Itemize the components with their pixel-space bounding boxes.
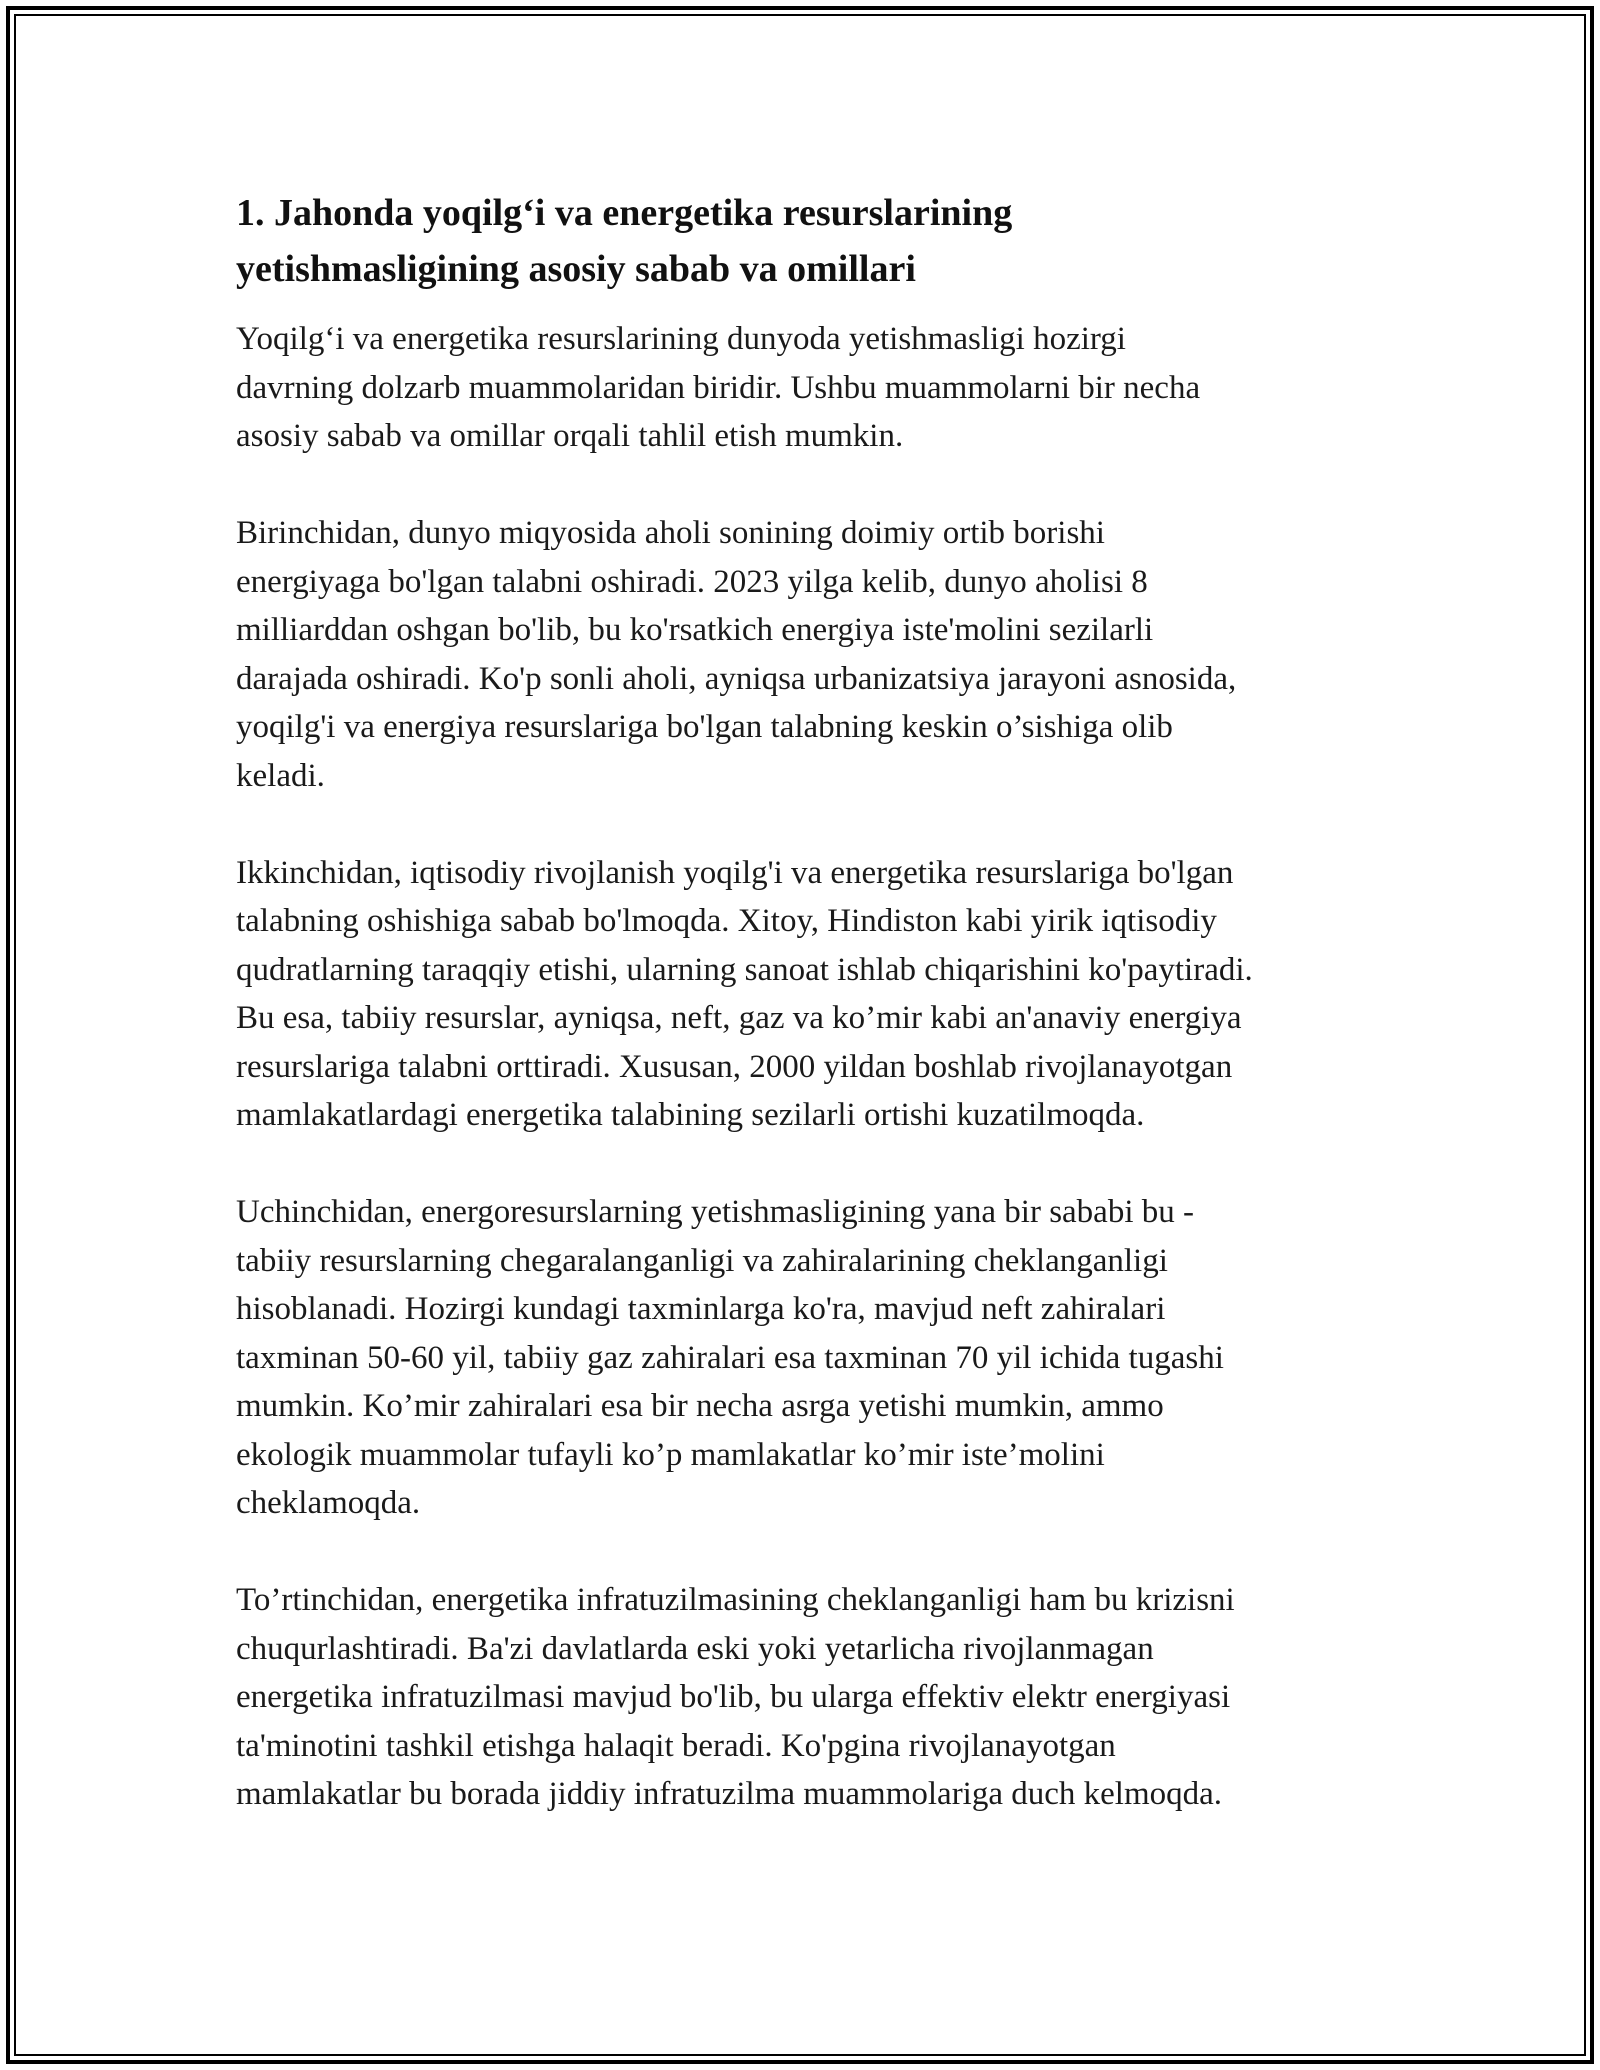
text-line: davrning dolzarb muammolaridan biridir. Ushbu muammolarni bir necha [236,369,1201,406]
text-line: qudratlarning taraqqiy etishi, ularning sanoat ishlab chiqarishini ko'paytiradi. [236,951,1253,988]
document-body [236,185,1376,1819]
text-line: ekologik muammolar tufayli ko’p mamlakatlar ko’mir iste’molini [236,1436,1105,1473]
text-line: yoqilg'i va energiya resurslariga bo'lgan talabning keskin o’sishiga olib [236,709,1173,745]
text-line: talabning oshishiga sabab bo'lmoqda. Xitoy, Hindiston kabi yirik iqtisodiy [236,903,1217,939]
text-line: keladi. [236,757,325,794]
text-line: asosiy sabab va omillar orqali tahlil etish mumkin. [236,418,904,454]
text-line: tabiiy resurslarning chegaralanganligi va zahiralarining cheklanganligi [236,1242,1168,1279]
text-line: energiyaga bo'lgan talabni oshiradi. 2023 yilga kelib, dunyo aholisi 8 [236,563,1148,600]
text-line: mumkin. Ko’mir zahiralari esa bir necha asrga yetishi mumkin, ammo [236,1388,1164,1424]
text-line: darajada oshiradi. Ko'p sonli aholi, ayniqsa urbanizatsiya jarayoni asnosida, [236,660,1237,697]
text-line: Bu esa, tabiiy resurslar, ayniqsa, neft, gaz va ko’mir kabi an'anaviy energiya [236,1000,1242,1036]
text-line: Uchinchidan, energoresurslarning yetishmasligining yana bir sababi bu - [236,1194,1194,1230]
paragraph-third-reason [236,1188,1376,1528]
text-line: taxminan 50-60 yil, tabiiy gaz zahiralari esa taxminan 70 yil ichida tugashi [236,1339,1224,1376]
paragraph-fourth-reason [236,1576,1376,1819]
text-line: hisoblanadi. Hozirgi kundagi taxminlarga ko'ra, mavjud neft zahiralari [236,1291,1166,1327]
paragraph-intro [236,315,1376,461]
text-line: cheklamoqda. [236,1485,421,1521]
text-line: Yoqilg‘i va energetika resurslarining dunyoda yetishmasligi hozirgi [236,321,1126,357]
text-line: Birinchidan, dunyo miqyosida aholi sonining doimiy ortib borishi [236,515,1105,551]
text-line: energetika infratuzilmasi mavjud bo'lib, bu ularga effektiv elektr energiyasi [236,1679,1231,1715]
text-line: ta'minotini tashkil etishga halaqit beradi. Ko'pgina rivojlanayotgan [236,1727,1116,1764]
text-line: chuqurlashtiradi. Ba'zi davlatlarda eski yoki yetarlicha rivojlanmagan [236,1630,1154,1667]
text-line: To’rtinchidan, energetika infratuzilmasining cheklanganligi ham bu krizisni [236,1582,1235,1618]
text-line: mamlakatlar bu borada jiddiy infratuzilma muammolariga duch kelmoqda. [236,1776,1223,1812]
heading-line: 1. Jahonda yoqilg‘i va energetika resurslarining [236,192,1013,234]
heading-line: yetishmasligining asosiy sabab va omillari [236,248,916,290]
paragraph-second-reason [236,849,1376,1140]
text-line: resurslariga talabni orttiradi. Xususan, 2000 yildan boshlab rivojlanayotgan [236,1048,1233,1085]
section-heading [236,185,1376,297]
paragraph-first-reason [236,509,1376,800]
text-line: milliarddan oshgan bo'lib, bu ko'rsatkich energiya iste'molini sezilarli [236,612,1154,648]
text-line: Ikkinchidan, iqtisodiy rivojlanish yoqilg'i va energetika resurslariga bo'lgan [236,854,1234,891]
text-line: mamlakatlardagi energetika talabining sezilarli ortishi kuzatilmoqda. [236,1097,1145,1133]
